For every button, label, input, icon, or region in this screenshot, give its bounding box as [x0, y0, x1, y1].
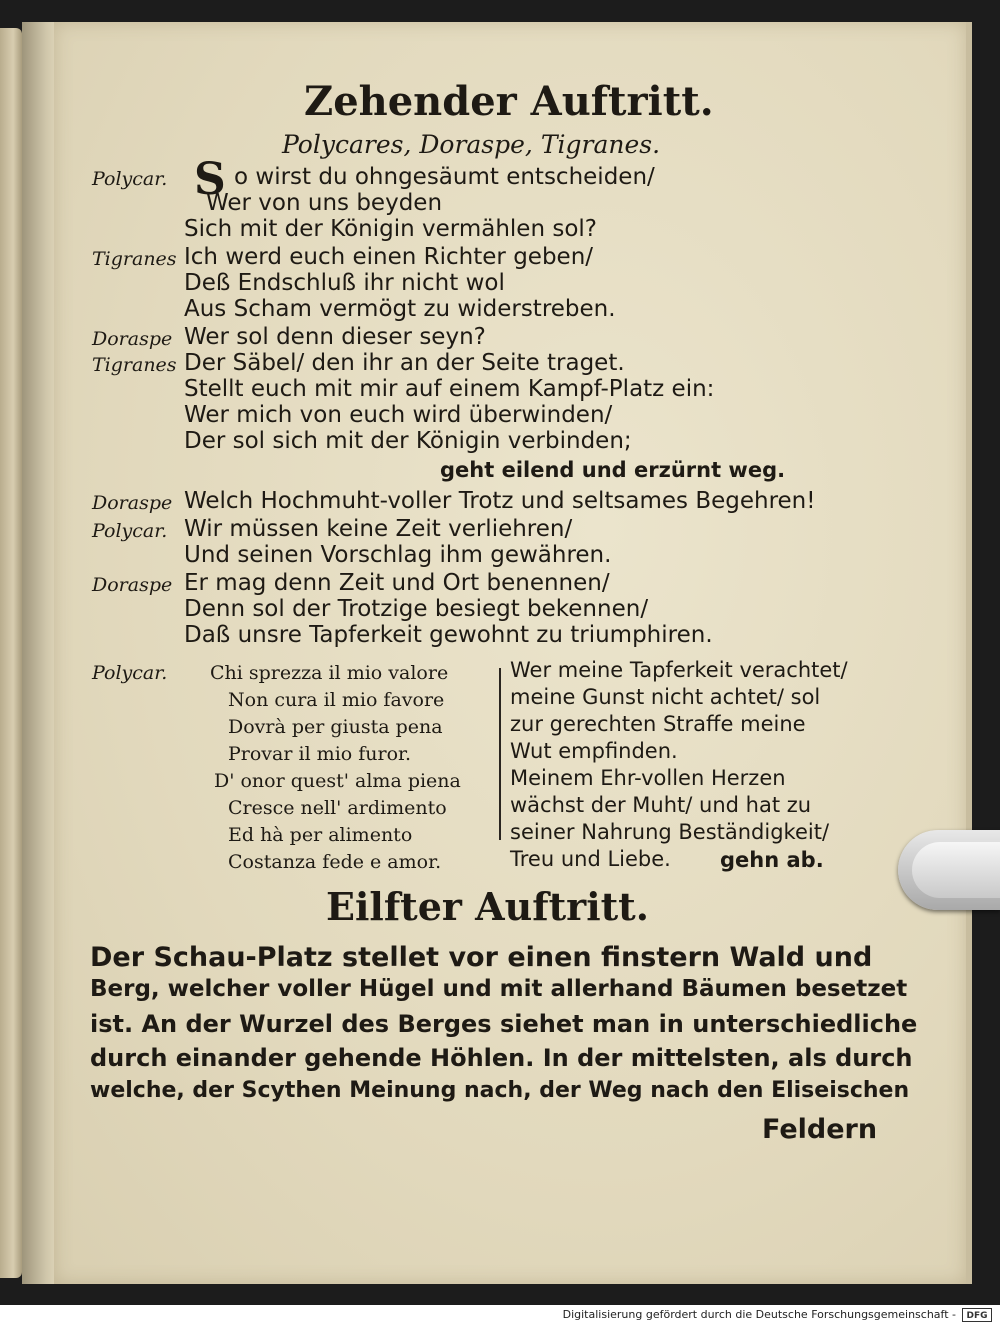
page-clip [898, 830, 1000, 910]
catchword: Feldern [762, 1114, 878, 1145]
description-line: Der Schau-Platz stellet vor einen finstern Wald und [90, 942, 873, 973]
speaker-label: Doraspe [92, 492, 173, 514]
aria-german-line: Treu und Liebe. [510, 847, 671, 871]
scene-10-characters: Polycares, Doraspe, Tigranes. [282, 130, 661, 159]
digitization-footer [0, 1305, 1000, 1325]
verse-line: Und seinen Vorschlag ihm gewähren. [184, 542, 612, 568]
speaker-label: Doraspe [92, 328, 173, 350]
footer-credit: Digitalisierung gefördert durch die Deutsche Forschungsgemeinschaft - [562, 1308, 956, 1321]
verse-line: Stellt euch mit mir auf einem Kampf-Platz ein: [184, 376, 715, 402]
scene-10-title: Zehender Auftritt. [304, 78, 714, 125]
aria-german-line: meine Gunst nicht achtet/ sol [510, 685, 821, 709]
stage-direction-exit-both: gehn ab. [720, 848, 824, 872]
description-line: durch einander gehende Höhlen. In der mittelsten, als durch [90, 1044, 913, 1072]
verse-line: Der Säbel/ den ihr an der Seite traget. [184, 350, 625, 376]
speaker-label: Polycar. [92, 520, 168, 542]
aria-italian-line: D' onor quest' alma piena [214, 770, 461, 792]
verse-line: Der sol sich mit der Königin verbinden; [184, 428, 632, 454]
aria-column-divider [499, 668, 501, 840]
aria-german-line: zur gerechten Straffe meine [510, 712, 806, 736]
verse-line: Ich werd euch einen Richter geben/ [184, 244, 594, 270]
speaker-label: Doraspe [92, 574, 173, 596]
description-line: Berg, welcher voller Hügel und mit allerhand Bäumen besetzet [90, 976, 908, 1002]
aria-italian-line: Provar il mio furor. [228, 743, 412, 765]
verse-line: o wirst du ohngesäumt entscheiden/ [234, 164, 655, 190]
speaker-label: Tigranes [92, 248, 177, 270]
verse-line: Wer sol denn dieser seyn? [184, 324, 486, 350]
verse-line: Welch Hochmuht-voller Trotz und seltsames Begehren! [184, 488, 816, 514]
speaker-label: Tigranes [92, 354, 177, 376]
verse-line: Wer von uns beyden [206, 190, 443, 216]
verse-line: Sich mit der Königin vermählen sol? [184, 216, 597, 242]
book-gutter [22, 22, 56, 1284]
page-right-edge [966, 22, 972, 1284]
aria-german-line: Wer meine Tapferkeit verachtet/ [510, 658, 848, 682]
description-line: ist. An der Wurzel des Berges siehet man in unterschiedliche [90, 1010, 918, 1038]
stage-direction-exit: geht eilend und erzürnt weg. [440, 458, 786, 482]
book-page [54, 22, 966, 1284]
aria-german-line: wächst der Muht/ und hat zu [510, 793, 812, 817]
aria-italian-line: Chi sprezza il mio valore [210, 662, 449, 684]
aria-italian-line: Non cura il mio favore [228, 689, 445, 711]
aria-italian-line: Costanza fede e amor. [228, 851, 442, 873]
left-page-edge [0, 28, 22, 1278]
verse-line: Denn sol der Trotzige besiegt bekennen/ [184, 596, 649, 622]
speaker-label: Polycar. [92, 168, 168, 190]
verse-line: Aus Scham vermögt zu widerstreben. [184, 296, 616, 322]
verse-line: Wer mich von euch wird überwinden/ [184, 402, 613, 428]
dfg-logo: DFG [962, 1308, 992, 1322]
verse-line: Daß unsre Tapferkeit gewohnt zu triumphiren. [184, 622, 713, 648]
aria-german-line: Wut empfinden. [510, 739, 678, 763]
verse-line: Deß Endschluß ihr nicht wol [184, 270, 505, 296]
aria-speaker: Polycar. [92, 662, 168, 684]
scene-11-title: Eilfter Auftritt. [326, 884, 649, 929]
description-line: welche, der Scythen Meinung nach, der Weg nach den Eliseischen [90, 1078, 910, 1103]
aria-italian-line: Ed hà per alimento [228, 824, 413, 846]
aria-italian-line: Dovrà per giusta pena [228, 716, 443, 738]
aria-german-line: seiner Nahrung Beständigkeit/ [510, 820, 830, 844]
verse-line: Wir müssen keine Zeit verliehren/ [184, 516, 573, 542]
aria-german-line: Meinem Ehr-vollen Herzen [510, 766, 786, 790]
aria-italian-line: Cresce nell' ardimento [228, 797, 447, 819]
verse-line: Er mag denn Zeit und Ort benennen/ [184, 570, 610, 596]
drop-capital: S [194, 154, 226, 205]
